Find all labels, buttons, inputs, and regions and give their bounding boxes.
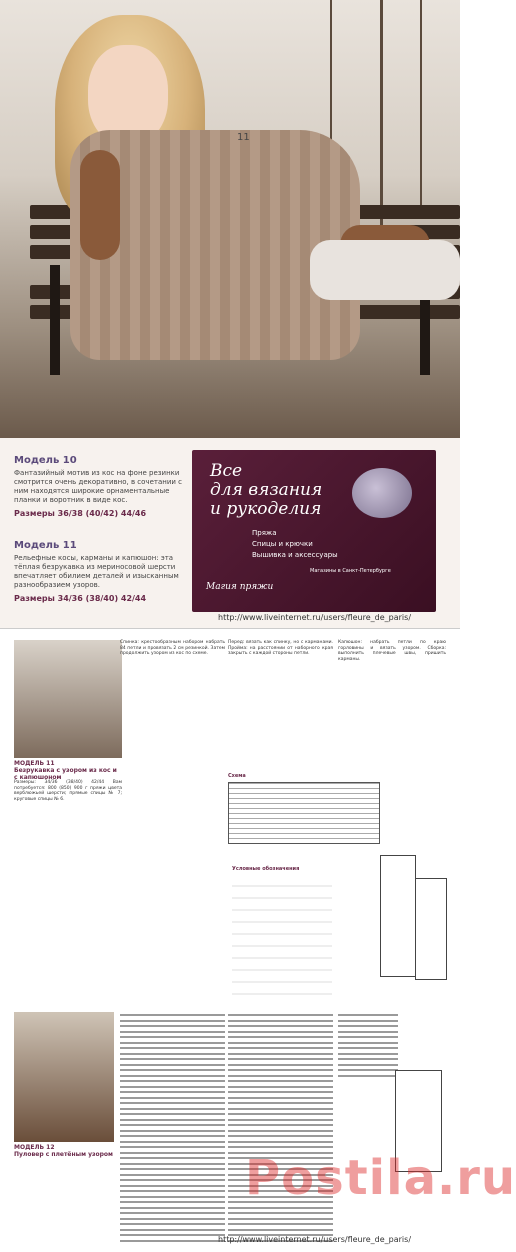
divider: [0, 628, 460, 629]
ad-brand: Магия пряжи: [206, 582, 274, 592]
model10-description: Фантазийный мотив из кос на фоне резинки смотрится очень декоративно, в сочетании с ним находятся широкие орнаментальные планки и воротник в виде кос.: [14, 469, 182, 504]
ad-list-item: Пряжа: [252, 529, 277, 537]
pattern-diagram-side: [415, 878, 447, 980]
ad-list: [252, 528, 338, 561]
caption-subtitle: Безрукавка с узором из кос и с капюшоном: [14, 767, 117, 781]
schema-label: Схема: [228, 773, 246, 779]
text-column-6: [228, 1014, 333, 1245]
model12-caption: [14, 1144, 114, 1158]
yarn-ball-icon: [352, 468, 412, 518]
ad-title-line: и рукоделия: [210, 499, 322, 519]
ad-list-item: Вышивка и аксессуары: [252, 551, 338, 559]
cover-photo: [0, 0, 460, 438]
ad-list-item: Спицы и крючки: [252, 540, 313, 548]
model12-photo: [14, 1012, 114, 1142]
text-column-2: Спинка: крестообразным набором набрать 84 петли и провязать 2 см резинкой. Затем продолжить узором из кос по схеме.: [120, 640, 225, 657]
advertisement: [192, 450, 436, 612]
ad-shops-heading: Магазины в Санкт-Петербурге: [310, 568, 391, 574]
model11-photo: [14, 640, 122, 758]
model11-description: Рельефные косы, карманы и капюшон: эта тёплая безрукавка из мериносовой шерсти впечатляет обилием деталей и изысканным разнообразием узоров.: [14, 554, 179, 589]
ad-title-line: для вязания: [210, 480, 323, 500]
caption-title: МОДЕЛЬ 11: [14, 760, 55, 767]
model10-block: [14, 455, 184, 518]
tree-branch: [420, 0, 422, 210]
model10-sizes: Размеры 36/38 (40/42) 44/46: [14, 509, 147, 518]
text-column-3: Перед: вязать как спинку, но с карманами. Пройма: на расстоянии от наборного края закрыть с каждой стороны петли.: [228, 640, 333, 657]
legend-label: Условные обозначения: [232, 866, 300, 872]
ad-title-line: Все: [210, 461, 243, 481]
model11-block: [14, 540, 184, 603]
model11-caption: [14, 760, 122, 781]
pattern-diagram-front: [380, 855, 416, 977]
legend-list: [232, 875, 332, 1005]
source-url[interactable]: http://www.liveinternet.ru/users/fleure_de_paris/: [218, 613, 412, 622]
page-number: 11: [237, 132, 250, 143]
source-url[interactable]: http://www.liveinternet.ru/users/fleure_de_paris/: [218, 1235, 412, 1244]
text-column-1: Размеры: 34/36 (38/40) 42/44 Вам потребуется: 800 (850) 900 г пряжи цвета верблюжьей шерсти; прямые спицы № 7; круговые спицы № 6.: [14, 780, 122, 802]
trousers: [310, 240, 460, 300]
text-column-4: Капюшон: набрать петли по краю горловины и вязать узором. Сборка: выполнить плечевые швы, пришить карманы.: [338, 640, 446, 662]
model11-sizes: Размеры 34/36 (38/40) 42/44: [14, 594, 147, 603]
text-column-7: [338, 1014, 398, 1080]
caption-subtitle: Пуловер с плетёным узором: [14, 1151, 113, 1158]
model10-title: Модель 10: [14, 455, 77, 466]
glove: [80, 150, 120, 260]
text-column-5: [120, 1014, 225, 1245]
stitch-chart: [228, 782, 380, 844]
caption-title: МОДЕЛЬ 12: [14, 1144, 55, 1151]
watermark: Postila.ru: [245, 1150, 516, 1206]
ad-title: [210, 462, 322, 519]
model11-title: Модель 11: [14, 540, 77, 551]
